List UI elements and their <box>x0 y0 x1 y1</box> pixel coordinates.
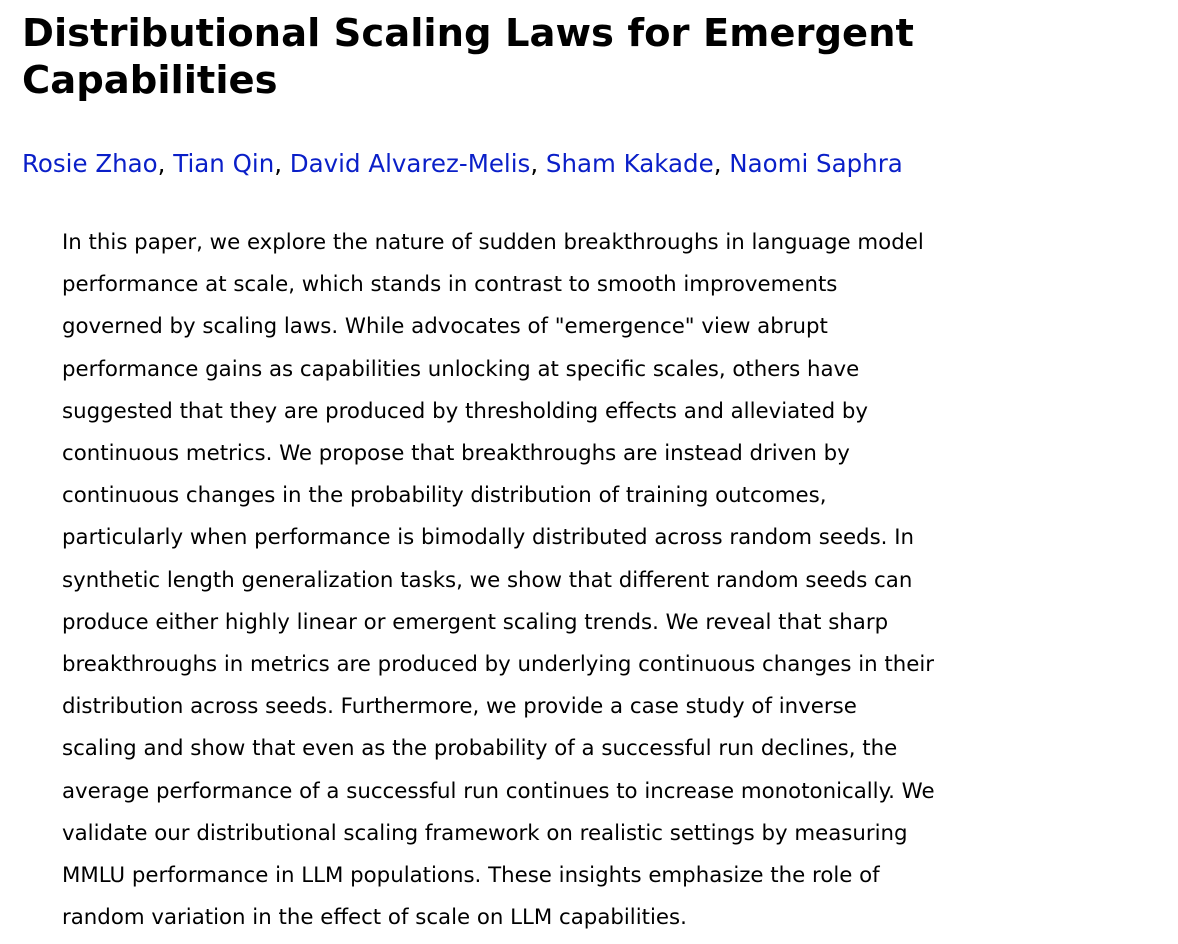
author-separator: , <box>713 149 730 178</box>
abstract-line: distribution across seeds. Furthermore, we provide a case study of inverse <box>62 694 857 720</box>
author-link-tian-qin[interactable]: Tian Qin <box>173 149 275 178</box>
abstract-line: suggested that they are produced by thresholding effects and alleviated by <box>62 398 869 424</box>
author-separator: , <box>274 149 290 178</box>
author-separator: , <box>530 149 546 178</box>
abstract-line: synthetic length generalization tasks, we show that different random seeds can <box>62 567 913 593</box>
abstract-line: particularly when performance is bimodally distributed across random seeds. In <box>62 525 914 551</box>
author-link-naomi-saphra[interactable]: Naomi Saphra <box>729 149 903 178</box>
author-link-rosie-zhao[interactable]: Rosie Zhao <box>22 149 158 178</box>
abstract-line: scaling and show that even as the probability of a successful run declines, the <box>62 736 898 762</box>
abstract-line: governed by scaling laws. While advocates of "emergence" view abrupt <box>62 314 828 340</box>
abstract <box>62 222 1172 939</box>
author-separator: , <box>157 149 174 178</box>
abstract-line: random variation in the effect of scale on LLM capabilities. <box>62 905 687 931</box>
paper-title <box>22 10 1142 104</box>
abstract-line: produce either highly linear or emergent scaling trends. We reveal that sharp <box>62 609 889 635</box>
author-link-david-alvarez-melis[interactable]: David Alvarez-Melis <box>289 149 531 178</box>
abstract-line: average performance of a successful run continues to increase monotonically. We <box>62 778 935 804</box>
abstract-line: breakthroughs in metrics are produced by underlying continuous changes in their <box>62 652 935 678</box>
abstract-line: performance at scale, which stands in contrast to smooth improvements <box>62 272 838 298</box>
author-link-sham-kakade[interactable]: Sham Kakade <box>545 149 714 178</box>
title-line: Distributional Scaling Laws for Emergent <box>22 11 914 56</box>
abstract-line: continuous metrics. We propose that breakthroughs are instead driven by <box>62 441 850 467</box>
abstract-line: performance gains as capabilities unlocking at specific scales, others have <box>62 356 860 382</box>
author-list <box>22 146 903 182</box>
abstract-line: In this paper, we explore the nature of sudden breakthroughs in language model <box>62 230 924 255</box>
title-line: Capabilities <box>22 58 278 103</box>
abstract-line: validate our distributional scaling framework on realistic settings by measuring <box>62 820 908 846</box>
abstract-line: continuous changes in the probability distribution of training outcomes, <box>62 483 827 509</box>
abstract-line: MMLU performance in LLM populations. These insights emphasize the role of <box>62 863 880 889</box>
